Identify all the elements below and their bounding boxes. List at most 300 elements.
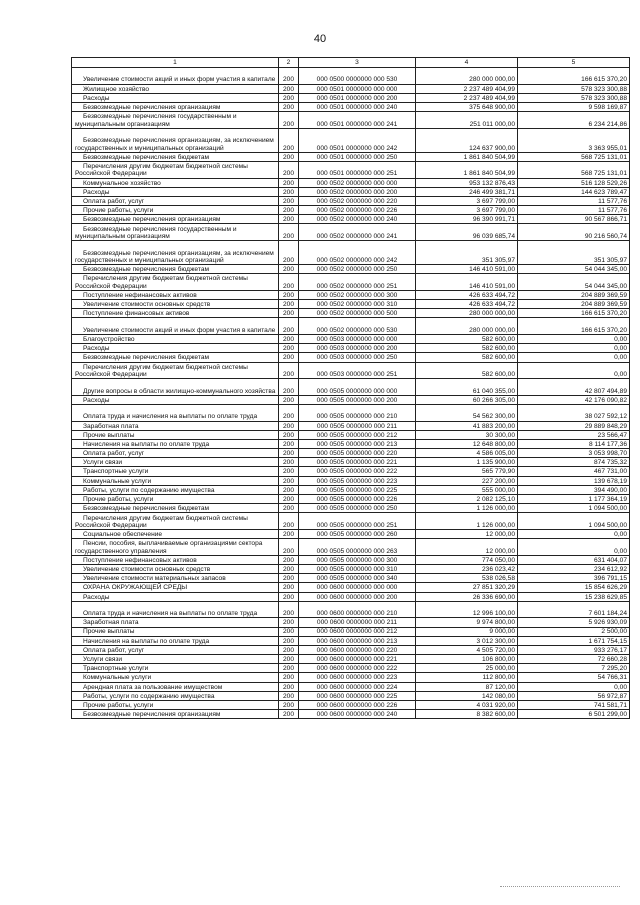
row-budget-code-cell: 000 0505 0000000 000 251: [299, 513, 416, 530]
row-name-cell: Арендная плата за пользование имуществом: [72, 682, 279, 691]
row-line-code-cell: 200: [279, 476, 299, 485]
row-budget-code-cell: 000 0505 0000000 000 310: [299, 564, 416, 573]
row-line-code-cell: 200: [279, 636, 299, 645]
row-line-code-cell: 200: [279, 430, 299, 439]
row-executed-cell: 1 094 500,00: [518, 513, 630, 530]
row-budget-code-cell: 000 0600 0000000 000 226: [299, 701, 416, 710]
row-line-code-cell: 200: [279, 395, 299, 404]
row-line-code-cell: 200: [279, 618, 299, 627]
row-executed-cell: 8 114 177,36: [518, 439, 630, 448]
table-row: [72, 449, 630, 458]
row-approved-cell: 106 800,00: [416, 655, 518, 664]
row-budget-code-cell: 000 0505 0000000 000 222: [299, 467, 416, 476]
table-row: [72, 467, 630, 476]
row-name-cell: Другие вопросы в области жилищно-коммунального хозяйства: [72, 379, 279, 396]
row-budget-code-cell: 000 0502 0000000 000 200: [299, 187, 416, 196]
row-name-cell: Безвозмездные перечисления государственным и муниципальным организациям: [72, 112, 279, 129]
row-line-code-cell: 200: [279, 362, 299, 379]
row-line-code-cell: 200: [279, 112, 299, 129]
row-line-code-cell: 200: [279, 583, 299, 592]
table-row: [72, 161, 630, 178]
row-name-cell: Безвозмездные перечисления организациям: [72, 710, 279, 719]
row-line-code-cell: 200: [279, 196, 299, 205]
table-row: [72, 439, 630, 448]
row-executed-cell: 874 735,32: [518, 458, 630, 467]
row-approved-cell: 565 779,90: [416, 467, 518, 476]
row-budget-code-cell: 000 0502 0000000 000 300: [299, 290, 416, 299]
row-executed-cell: 0,00: [518, 530, 630, 539]
row-executed-cell: 2 500,00: [518, 627, 630, 636]
row-line-code-cell: 200: [279, 592, 299, 601]
row-executed-cell: 166 615 370,20: [518, 309, 630, 318]
table-row: [72, 274, 630, 291]
row-budget-code-cell: 000 0501 0000000 000 200: [299, 93, 416, 102]
row-approved-cell: 2 237 489 404,99: [416, 84, 518, 93]
row-name-cell: Транспортные услуги: [72, 467, 279, 476]
row-approved-cell: 3 697 799,00: [416, 206, 518, 215]
row-name-cell: Прочие работы, услуги: [72, 206, 279, 215]
row-approved-cell: 9 000,00: [416, 627, 518, 636]
row-line-code-cell: 200: [279, 309, 299, 318]
row-approved-cell: 142 080,00: [416, 691, 518, 700]
row-executed-cell: 204 889 369,59: [518, 300, 630, 309]
row-executed-cell: 0,00: [518, 539, 630, 556]
row-name-cell: Расходы: [72, 93, 279, 102]
row-name-cell: Работы, услуги по содержанию имущества: [72, 691, 279, 700]
row-approved-cell: 12 000,00: [416, 539, 518, 556]
row-budget-code-cell: 000 0600 0000000 000 211: [299, 618, 416, 627]
row-executed-cell: 42 807 494,89: [518, 379, 630, 396]
table-row: [72, 564, 630, 573]
row-approved-cell: 351 305,97: [416, 241, 518, 265]
table-row: [72, 495, 630, 504]
budget-table-container: [71, 57, 630, 719]
row-line-code-cell: 200: [279, 102, 299, 111]
row-budget-code-cell: 000 0502 0000000 000 310: [299, 300, 416, 309]
row-approved-cell: 555 000,00: [416, 485, 518, 494]
row-line-code-cell: 200: [279, 161, 299, 178]
row-line-code-cell: 200: [279, 564, 299, 573]
row-budget-code-cell: 000 0501 0000000 000 251: [299, 161, 416, 178]
row-budget-code-cell: 000 0600 0000000 000 223: [299, 673, 416, 682]
table-body: [72, 68, 630, 719]
row-executed-cell: 6 234 214,86: [518, 112, 630, 129]
row-budget-code-cell: 000 0501 0000000 000 242: [299, 128, 416, 152]
row-budget-code-cell: 000 0600 0000000 000 240: [299, 710, 416, 719]
table-row: [72, 152, 630, 161]
row-name-cell: Безвозмездные перечисления организациям, за исключением государственных и муниципальных организаций: [72, 128, 279, 152]
row-budget-code-cell: 000 0505 0000000 000 000: [299, 379, 416, 396]
row-budget-code-cell: 000 0502 0000000 000 530: [299, 318, 416, 335]
row-name-cell: Расходы: [72, 395, 279, 404]
row-line-code-cell: 200: [279, 682, 299, 691]
row-line-code-cell: 200: [279, 485, 299, 494]
row-approved-cell: 4 505 720,00: [416, 645, 518, 654]
table-row: [72, 710, 630, 719]
row-name-cell: Безвозмездные перечисления бюджетам: [72, 353, 279, 362]
row-budget-code-cell: 000 0502 0000000 000 240: [299, 215, 416, 224]
row-name-cell: Работы, услуги по содержанию имущества: [72, 485, 279, 494]
row-name-cell: Прочие работы, услуги: [72, 495, 279, 504]
row-executed-cell: 11 577,76: [518, 196, 630, 205]
table-row: [72, 701, 630, 710]
row-executed-cell: 38 027 592,12: [518, 404, 630, 421]
row-approved-cell: 1 135 900,00: [416, 458, 518, 467]
row-name-cell: Пенсии, пособия, выплачиваемые организациями сектора государственного управления: [72, 539, 279, 556]
row-approved-cell: 41 883 200,00: [416, 421, 518, 430]
row-line-code-cell: 200: [279, 404, 299, 421]
row-name-cell: Прочие выплаты: [72, 627, 279, 636]
row-approved-cell: 54 562 300,00: [416, 404, 518, 421]
row-executed-cell: 1 177 364,19: [518, 495, 630, 504]
table-header-row: [72, 58, 630, 68]
row-name-cell: Увеличение стоимости основных средств: [72, 300, 279, 309]
row-budget-code-cell: 000 0503 0000000 000 251: [299, 362, 416, 379]
row-name-cell: Перечисления другим бюджетам бюджетной системы Российской Федерации: [72, 274, 279, 291]
row-executed-cell: 1 671 754,15: [518, 636, 630, 645]
row-budget-code-cell: 000 0505 0000000 000 250: [299, 504, 416, 513]
table-row: [72, 430, 630, 439]
row-name-cell: Безвозмездные перечисления государственным и муниципальным организациям: [72, 224, 279, 241]
row-name-cell: Транспортные услуги: [72, 664, 279, 673]
row-budget-code-cell: 000 0501 0000000 000 240: [299, 102, 416, 111]
row-budget-code-cell: 000 0505 0000000 000 221: [299, 458, 416, 467]
table-row: [72, 206, 630, 215]
row-budget-code-cell: 000 0600 0000000 000 200: [299, 592, 416, 601]
row-approved-cell: 60 266 305,00: [416, 395, 518, 404]
row-executed-cell: 54 766,31: [518, 673, 630, 682]
row-approved-cell: 2 237 489 404,99: [416, 93, 518, 102]
row-budget-code-cell: 000 0505 0000000 000 223: [299, 476, 416, 485]
row-name-cell: Оплата работ, услуг: [72, 449, 279, 458]
table-row: [72, 196, 630, 205]
row-approved-cell: 12 648 800,00: [416, 439, 518, 448]
header-col-3: 3: [299, 58, 416, 68]
row-line-code-cell: 200: [279, 467, 299, 476]
row-executed-cell: 631 404,07: [518, 555, 630, 564]
row-approved-cell: 1 126 000,00: [416, 513, 518, 530]
row-budget-code-cell: 000 0502 0000000 000 241: [299, 224, 416, 241]
row-executed-cell: 0,00: [518, 682, 630, 691]
table-row: [72, 215, 630, 224]
row-executed-cell: 54 044 345,00: [518, 265, 630, 274]
table-row: [72, 664, 630, 673]
row-approved-cell: 426 633 494,72: [416, 300, 518, 309]
row-name-cell: Начисления на выплаты по оплате труда: [72, 636, 279, 645]
row-approved-cell: 96 390 991,71: [416, 215, 518, 224]
row-budget-code-cell: 000 0501 0000000 000 000: [299, 84, 416, 93]
row-executed-cell: 166 615 370,20: [518, 68, 630, 85]
table-row: [72, 93, 630, 102]
table-row: [72, 601, 630, 618]
row-name-cell: Перечисления другим бюджетам бюджетной системы Российской Федерации: [72, 161, 279, 178]
row-executed-cell: 568 725 131,01: [518, 152, 630, 161]
row-name-cell: Расходы: [72, 187, 279, 196]
row-line-code-cell: 200: [279, 274, 299, 291]
row-executed-cell: 6 501 299,00: [518, 710, 630, 719]
row-line-code-cell: 200: [279, 265, 299, 274]
header-col-2: 2: [279, 58, 299, 68]
row-approved-cell: 582 600,00: [416, 362, 518, 379]
row-name-cell: Коммунальные услуги: [72, 476, 279, 485]
row-budget-code-cell: 000 0505 0000000 000 226: [299, 495, 416, 504]
table-row: [72, 68, 630, 85]
row-line-code-cell: 200: [279, 318, 299, 335]
row-executed-cell: 7 601 184,24: [518, 601, 630, 618]
row-executed-cell: 3 363 955,01: [518, 128, 630, 152]
header-col-4: 4: [416, 58, 518, 68]
row-line-code-cell: 200: [279, 513, 299, 530]
row-approved-cell: 280 000 000,00: [416, 309, 518, 318]
row-approved-cell: 582 600,00: [416, 344, 518, 353]
row-approved-cell: 25 000,00: [416, 664, 518, 673]
table-row: [72, 300, 630, 309]
table-row: [72, 309, 630, 318]
row-executed-cell: 578 323 300,88: [518, 93, 630, 102]
row-line-code-cell: 200: [279, 701, 299, 710]
row-budget-code-cell: 000 0505 0000000 000 263: [299, 539, 416, 556]
row-budget-code-cell: 000 0505 0000000 000 220: [299, 449, 416, 458]
page-number: 40: [313, 33, 327, 45]
row-line-code-cell: 200: [279, 187, 299, 196]
row-budget-code-cell: 000 0600 0000000 000 225: [299, 691, 416, 700]
row-executed-cell: 72 660,28: [518, 655, 630, 664]
row-line-code-cell: 200: [279, 353, 299, 362]
row-approved-cell: 582 600,00: [416, 335, 518, 344]
table-row: [72, 128, 630, 152]
row-budget-code-cell: 000 0505 0000000 000 300: [299, 555, 416, 564]
row-executed-cell: 54 044 345,00: [518, 274, 630, 291]
row-name-cell: Безвозмездные перечисления организациям: [72, 215, 279, 224]
row-line-code-cell: 200: [279, 710, 299, 719]
row-executed-cell: 23 566,47: [518, 430, 630, 439]
row-approved-cell: 8 382 600,00: [416, 710, 518, 719]
table-row: [72, 485, 630, 494]
row-line-code-cell: 200: [279, 673, 299, 682]
row-line-code-cell: 200: [279, 344, 299, 353]
row-line-code-cell: 200: [279, 539, 299, 556]
row-name-cell: Прочие работы, услуги: [72, 701, 279, 710]
table-row: [72, 636, 630, 645]
row-budget-code-cell: 000 0503 0000000 000 250: [299, 353, 416, 362]
row-approved-cell: 1 861 840 504,99: [416, 152, 518, 161]
row-name-cell: Оплата работ, услуг: [72, 196, 279, 205]
row-approved-cell: 426 633 494,72: [416, 290, 518, 299]
row-budget-code-cell: 000 0501 0000000 000 250: [299, 152, 416, 161]
row-executed-cell: 394 490,00: [518, 485, 630, 494]
row-line-code-cell: 200: [279, 178, 299, 187]
row-approved-cell: 30 300,00: [416, 430, 518, 439]
row-approved-cell: 227 200,00: [416, 476, 518, 485]
row-approved-cell: 1 861 840 504,99: [416, 161, 518, 178]
row-approved-cell: 582 600,00: [416, 353, 518, 362]
row-name-cell: ОХРАНА ОКРУЖАЮЩЕЙ СРЕДЫ: [72, 583, 279, 592]
table-row: [72, 187, 630, 196]
table-row: [72, 458, 630, 467]
row-line-code-cell: 200: [279, 421, 299, 430]
row-approved-cell: 3 697 799,00: [416, 196, 518, 205]
row-executed-cell: 0,00: [518, 344, 630, 353]
row-approved-cell: 124 637 900,00: [416, 128, 518, 152]
row-approved-cell: 87 120,00: [416, 682, 518, 691]
table-row: [72, 421, 630, 430]
table-row: [72, 655, 630, 664]
row-line-code-cell: 200: [279, 93, 299, 102]
row-executed-cell: 0,00: [518, 353, 630, 362]
table-row: [72, 335, 630, 344]
table-row: [72, 178, 630, 187]
row-line-code-cell: 200: [279, 645, 299, 654]
table-row: [72, 241, 630, 265]
row-line-code-cell: 200: [279, 224, 299, 241]
row-line-code-cell: 200: [279, 458, 299, 467]
table-row: [72, 530, 630, 539]
row-approved-cell: 953 132 876,43: [416, 178, 518, 187]
row-executed-cell: 396 791,15: [518, 574, 630, 583]
row-executed-cell: 15 854 626,29: [518, 583, 630, 592]
row-name-cell: Расходы: [72, 344, 279, 353]
budget-table: [71, 57, 630, 719]
table-row: [72, 344, 630, 353]
row-approved-cell: 146 410 591,00: [416, 265, 518, 274]
table-row: [72, 618, 630, 627]
row-line-code-cell: 200: [279, 335, 299, 344]
table-row: [72, 353, 630, 362]
row-line-code-cell: 200: [279, 691, 299, 700]
row-executed-cell: 15 238 629,85: [518, 592, 630, 601]
row-line-code-cell: 200: [279, 449, 299, 458]
row-line-code-cell: 200: [279, 555, 299, 564]
row-approved-cell: 774 050,00: [416, 555, 518, 564]
row-executed-cell: 139 678,19: [518, 476, 630, 485]
row-budget-code-cell: 000 0600 0000000 000 000: [299, 583, 416, 592]
row-budget-code-cell: 000 0502 0000000 000 250: [299, 265, 416, 274]
row-approved-cell: 280 000 000,00: [416, 68, 518, 85]
row-executed-cell: 7 295,20: [518, 664, 630, 673]
row-name-cell: Услуги связи: [72, 655, 279, 664]
row-executed-cell: 0,00: [518, 335, 630, 344]
table-row: [72, 84, 630, 93]
row-executed-cell: 467 731,00: [518, 467, 630, 476]
row-approved-cell: 3 012 300,00: [416, 636, 518, 645]
row-budget-code-cell: 000 0600 0000000 000 220: [299, 645, 416, 654]
row-executed-cell: 351 305,97: [518, 241, 630, 265]
row-name-cell: Жилищное хозяйство: [72, 84, 279, 93]
row-budget-code-cell: 000 0600 0000000 000 222: [299, 664, 416, 673]
row-name-cell: Расходы: [72, 592, 279, 601]
row-name-cell: Начисления на выплаты по оплате труда: [72, 439, 279, 448]
row-budget-code-cell: 000 0505 0000000 000 210: [299, 404, 416, 421]
row-executed-cell: 56 972,87: [518, 691, 630, 700]
table-row: [72, 504, 630, 513]
row-name-cell: Безвозмездные перечисления организациям, за исключением государственных и муниципальных организаций: [72, 241, 279, 265]
table-row: [72, 673, 630, 682]
row-approved-cell: 112 800,00: [416, 673, 518, 682]
row-budget-code-cell: 000 0505 0000000 000 260: [299, 530, 416, 539]
table-row: [72, 290, 630, 299]
row-line-code-cell: 200: [279, 128, 299, 152]
row-line-code-cell: 200: [279, 627, 299, 636]
row-approved-cell: 251 011 000,00: [416, 112, 518, 129]
row-line-code-cell: 200: [279, 68, 299, 85]
row-budget-code-cell: 000 0600 0000000 000 221: [299, 655, 416, 664]
row-budget-code-cell: 000 0502 0000000 000 251: [299, 274, 416, 291]
row-budget-code-cell: 000 0502 0000000 000 242: [299, 241, 416, 265]
row-approved-cell: 26 336 690,00: [416, 592, 518, 601]
row-budget-code-cell: 000 0505 0000000 000 211: [299, 421, 416, 430]
header-col-5: 5: [518, 58, 630, 68]
row-line-code-cell: 200: [279, 241, 299, 265]
row-name-cell: Увеличение стоимости акций и иных форм участия в капитале: [72, 318, 279, 335]
row-name-cell: Увеличение стоимости акций и иных форм участия в капитале: [72, 68, 279, 85]
row-budget-code-cell: 000 0505 0000000 000 212: [299, 430, 416, 439]
row-line-code-cell: 200: [279, 504, 299, 513]
row-name-cell: Оплата работ, услуг: [72, 645, 279, 654]
row-approved-cell: 61 040 355,00: [416, 379, 518, 396]
row-executed-cell: 516 128 529,26: [518, 178, 630, 187]
row-executed-cell: 5 926 930,09: [518, 618, 630, 627]
row-approved-cell: 538 026,58: [416, 574, 518, 583]
row-executed-cell: 234 612,92: [518, 564, 630, 573]
row-executed-cell: 578 323 300,88: [518, 84, 630, 93]
row-name-cell: Оплата труда и начисления на выплаты по оплате труда: [72, 601, 279, 618]
table-row: [72, 513, 630, 530]
row-line-code-cell: 200: [279, 664, 299, 673]
row-name-cell: Социальное обеспечение: [72, 530, 279, 539]
row-approved-cell: 12 996 100,00: [416, 601, 518, 618]
row-budget-code-cell: 000 0505 0000000 000 340: [299, 574, 416, 583]
row-name-cell: Коммунальное хозяйство: [72, 178, 279, 187]
row-approved-cell: 96 039 685,74: [416, 224, 518, 241]
row-executed-cell: 42 176 090,82: [518, 395, 630, 404]
row-name-cell: Поступление нефинансовых активов: [72, 290, 279, 299]
table-row: [72, 555, 630, 564]
row-approved-cell: 4 031 920,00: [416, 701, 518, 710]
row-line-code-cell: 200: [279, 379, 299, 396]
row-line-code-cell: 200: [279, 300, 299, 309]
table-row: [72, 592, 630, 601]
table-row: [72, 476, 630, 485]
table-row: [72, 691, 630, 700]
row-executed-cell: 90 216 560,74: [518, 224, 630, 241]
row-approved-cell: 375 648 900,00: [416, 102, 518, 111]
row-approved-cell: 280 000 000,00: [416, 318, 518, 335]
table-row: [72, 265, 630, 274]
table-row: [72, 102, 630, 111]
table-row: [72, 645, 630, 654]
row-name-cell: Увеличение стоимости основных средств: [72, 564, 279, 573]
table-row: [72, 404, 630, 421]
table-row: [72, 379, 630, 396]
row-approved-cell: 246 499 381,71: [416, 187, 518, 196]
row-approved-cell: 1 126 000,00: [416, 504, 518, 513]
header-col-1: 1: [72, 58, 279, 68]
table-row: [72, 224, 630, 241]
footer-scan-mark: [500, 886, 620, 893]
table-row: [72, 627, 630, 636]
row-name-cell: Перечисления другим бюджетам бюджетной системы Российской Федерации: [72, 513, 279, 530]
table-row: [72, 539, 630, 556]
row-executed-cell: 166 615 370,20: [518, 318, 630, 335]
row-line-code-cell: 200: [279, 495, 299, 504]
row-approved-cell: 146 410 591,00: [416, 274, 518, 291]
row-budget-code-cell: 000 0502 0000000 000 226: [299, 206, 416, 215]
row-approved-cell: 236 023,42: [416, 564, 518, 573]
row-name-cell: Безвозмездные перечисления организациям: [72, 102, 279, 111]
row-executed-cell: 9 598 169,87: [518, 102, 630, 111]
row-name-cell: Увеличение стоимости материальных запасов: [72, 574, 279, 583]
row-line-code-cell: 200: [279, 574, 299, 583]
